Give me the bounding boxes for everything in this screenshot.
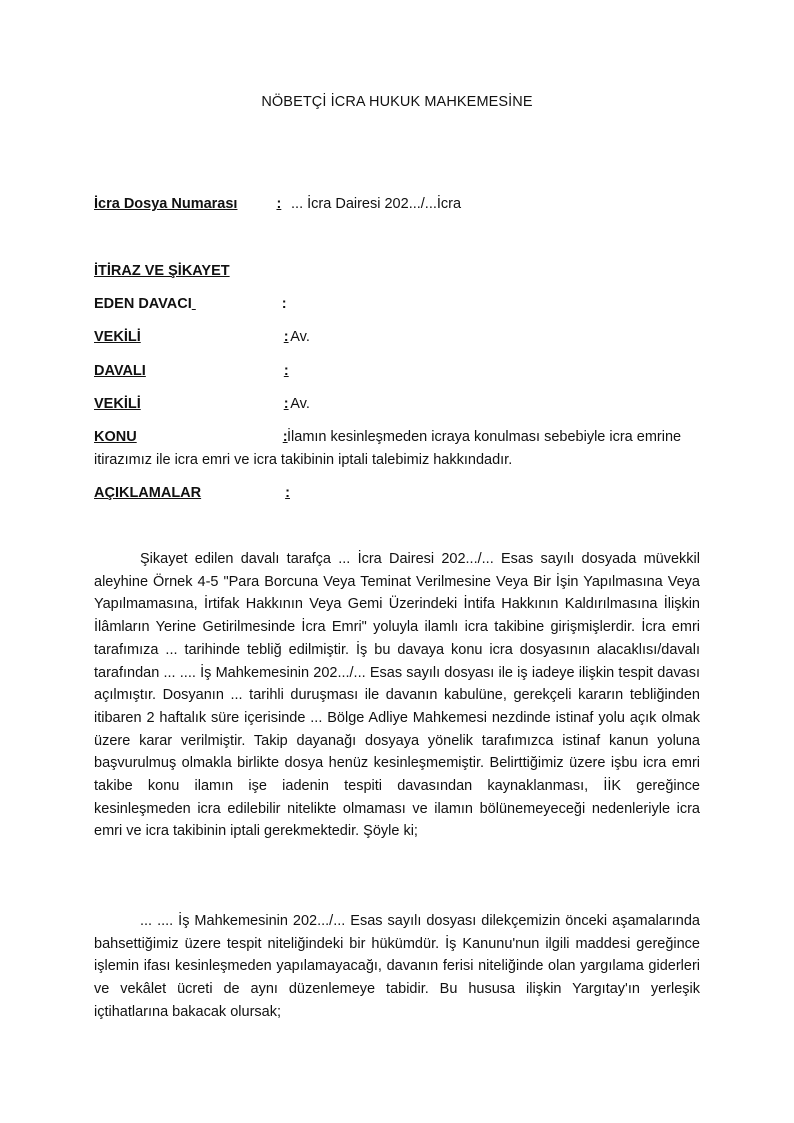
explanations-label: AÇIKLAMALAR :	[94, 485, 290, 501]
file-number-value: ... İcra Dairesi 202.../...İcra	[291, 196, 462, 212]
defendant-field	[94, 360, 700, 383]
file-number-label: İcra Dosya Numarası :	[94, 196, 282, 212]
plaintiff-field	[94, 293, 700, 316]
objection-heading: İTİRAZ VE ŞİKAYET	[94, 263, 230, 279]
explanations-heading	[94, 482, 700, 505]
defendant-attorney-label: VEKİLİ :	[94, 396, 289, 412]
plaintiff-attorney-field	[94, 326, 700, 349]
subject-label: KONU :	[94, 429, 288, 445]
defendant-attorney-value: Av.	[290, 396, 310, 412]
plaintiff-attorney-label: VEKİLİ :	[94, 329, 289, 345]
body-paragraph-1: Şikayet edilen davalı tarafça ... İcra Dairesi 202.../... Esas sayılı dosyada müvekkil aleyhine Örnek 4-5 "Para Borcuna Veya Teminat Verilmesine Veya Bir İşin Yapılmasına Veya Yapılmamasına, İrtifak Hakkının Veya Gemi Üzerindeki İntifa Hakkının Kaldırılmasına İlişkin İlâmların Yerine Getirilmesinde İcra Emri" yoluyla ilamlı icra takibine girişmişlerdir. İcra emri tarafımıza ... tarihinde tebliğ edilmiştir. İş bu davaya konu icra dosyasının alacaklısı/davalı tarafından ... .... İş Mahkemesinin 202.../... Esas sayılı dosyası ile iş iadeye ilişkin tespit davası açılmıştır. Dosyanın ... tarihli duruşması ile davanın kabulüne, gerekçeli kararın tebliğinden itibaren 2 haftalık süre içerisinde ... Bölge Adliye Mahkemesi nezdinde istinaf yolu açık olmak üzere karar verilmiştir. Takip dayanağı dosyaya yönelik tarafımızca istinaf kanun yoluna başvurulmuş olmakla birlikte dosya henüz kesinleşmemiştir. Belirttiğimiz üzere işbu icra emri takibe konu ilamın işe iadenin tespiti davasından kaynaklanması, İİK gereğince kesinleşmeden icra edilebilir nitelikte olmaması ve ilamın bölünemeyeceği nedenleriyle icra emri ve icra takibinin iptali gerekmektedir. Şöyle ki;	[94, 551, 700, 840]
court-title: NÖBETÇİ İCRA HUKUK MAHKEMESİNE	[261, 94, 533, 110]
file-number-field	[94, 193, 700, 216]
plaintiff-label: EDEN DAVACI :	[94, 296, 287, 312]
body-paragraph-2: ... .... İş Mahkemesinin 202.../... Esas sayılı dosyası dilekçemizin önceki aşamalarında bahsettiğimiz üzere tespit niteliğindeki bir hükümdür. İş Kanunu'nun ilgili maddesi gereğince işlemin ifası kesinleşmeden yapılamayacağı, davanın ferisi niteliğinde olan yargılama giderleri ve vekâlet ücreti de aynı düzenlemeye tabidir. Bu hususa ilişkin Yargıtay'ın yerleşik içtihatlarına bakacak olursak;	[94, 913, 700, 1020]
defendant-label: DAVALI :	[94, 363, 289, 379]
plaintiff-attorney-value: Av.	[290, 329, 310, 345]
defendant-attorney-field	[94, 393, 700, 416]
subject-field	[94, 426, 700, 472]
subject-value: İlamın kesinleşmeden icraya konulması sebebiyle icra emrine itirazımız ile icra emri ve icra takibinin iptali talebimiz hakkındadır.	[94, 429, 682, 468]
